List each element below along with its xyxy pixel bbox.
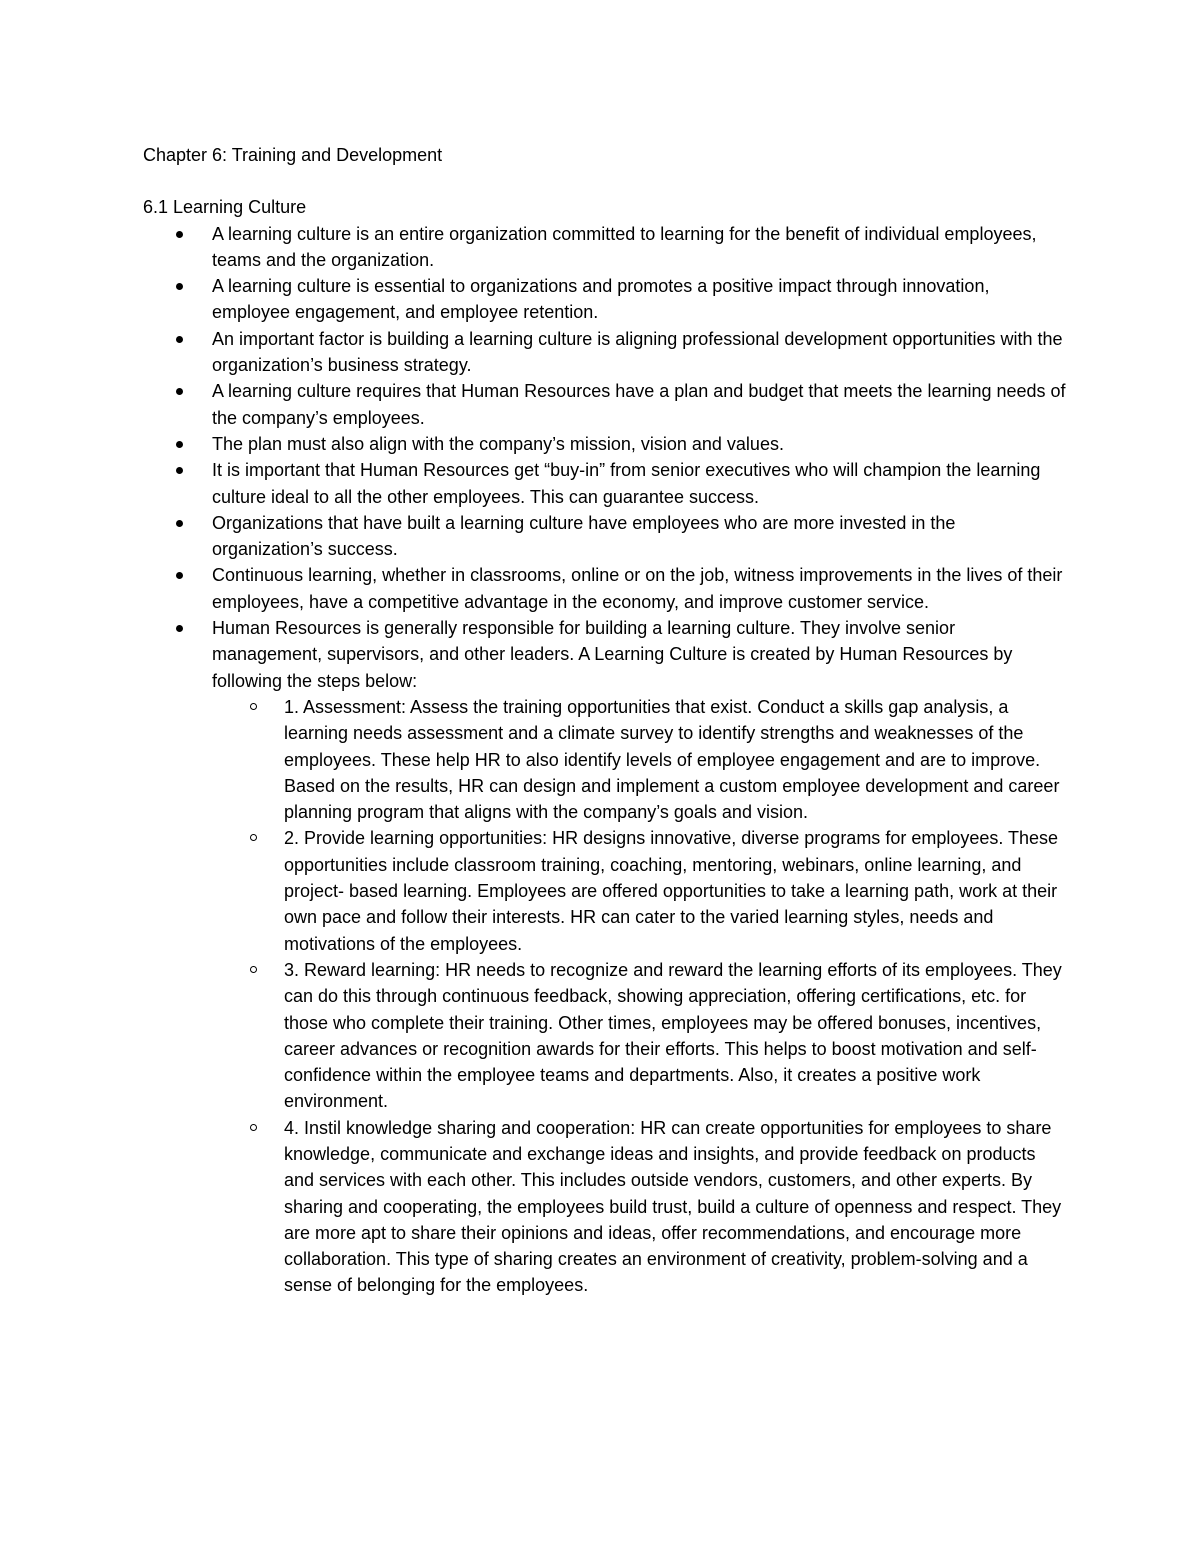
bullet-icon <box>176 520 183 527</box>
bullet-item <box>212 510 1068 563</box>
chapter-title: Chapter 6: Training and Development <box>143 145 443 165</box>
section-heading: 6.1 Learning Culture <box>143 197 307 218</box>
step-item <box>284 694 1068 825</box>
bullet-item <box>212 615 1068 1299</box>
circle-bullet-icon <box>250 703 257 710</box>
bullet-icon <box>176 283 183 290</box>
bullet-item <box>212 326 1068 379</box>
bullet-icon <box>176 441 183 448</box>
bullet-text: The plan must also align with the company’s mission, vision and values. <box>212 433 784 454</box>
bullet-icon <box>176 231 183 238</box>
bullet-text: Continuous learning, whether in classrooms, online or on the job, witness improvements in the lives of their employees, have a competitive advantage in the economy, and improve customer service. <box>212 565 1063 612</box>
steps-list <box>212 694 1068 1299</box>
bullet-text: An important factor is building a learning culture is aligning professional development opportunities with the organization’s business strategy. <box>212 328 1063 376</box>
bullet-icon <box>176 467 183 474</box>
bullet-list <box>143 221 1068 1299</box>
bullet-icon <box>176 625 183 632</box>
bullet-text: Organizations that have built a learning culture have employees who are more invested in the organization’s success. <box>212 512 956 560</box>
bullet-item <box>212 273 1068 326</box>
step-item <box>284 957 1068 1115</box>
bullet-icon <box>176 388 183 395</box>
bullet-text: Human Resources is generally responsible for building a learning culture. They involve senior management, supervisors, and other leaders. A Learning Culture is created by Human Resources by following the steps below: <box>212 618 1013 691</box>
circle-bullet-icon <box>250 834 257 841</box>
bullet-text: A learning culture is essential to organizations and promotes a positive impact through innovation, employee engagement, and employee retention. <box>212 276 990 323</box>
bullet-text: It is important that Human Resources get “buy-in” from senior executives who will champion the learning culture ideal to all the other employees. This can guarantee success. <box>212 460 1041 507</box>
bullet-text: A learning culture requires that Human Resources have a plan and budget that meets the learning needs of the company’s employees. <box>212 381 1066 428</box>
bullet-item <box>212 562 1068 615</box>
circle-bullet-icon <box>250 1124 257 1131</box>
bullet-item <box>212 431 1068 457</box>
bullet-item <box>212 221 1068 274</box>
bullet-item <box>212 457 1068 510</box>
step-text: 4. Instil knowledge sharing and cooperation: HR can create opportunities for employees to share knowledge, communicate and exchange ideas and insights, and provide feedback on products and services with each other. This includes outside vendors, customers, and other experts. By sharing and cooperating, the employees build trust, build a culture of openness and respect. They are more apt to share their opinions and ideas, offer recommendations, and encourage more collaboration. This type of sharing creates an environment of creativity, problem-solving and a sense of belonging for the employees. <box>284 1117 1062 1296</box>
step-text: 3. Reward learning: HR needs to recognize and reward the learning efforts of its employees. They can do this through continuous feedback, showing appreciation, offering certifications, etc. for those who complete their training. Other times, employees may be offered bonuses, incentives, career advances or recognition awards for their efforts. This helps to boost motivation and self-confidence within the employee teams and departments. Also, it creates a positive work environment. <box>284 959 1062 1112</box>
circle-bullet-icon <box>250 966 257 973</box>
document-page <box>143 142 1068 1299</box>
step-item <box>284 825 1068 956</box>
step-item <box>284 1115 1068 1299</box>
bullet-icon <box>176 572 183 579</box>
bullet-icon <box>176 336 183 343</box>
step-text: 2. Provide learning opportunities: HR designs innovative, diverse programs for employees. These opportunities include classroom training, coaching, mentoring, webinars, online learning, and project- based learning. Employees are offered opportunities to take a learning path, work at their own pace and follow their interests. HR can cater to the varied learning styles, needs and motivations of the employees. <box>284 828 1059 954</box>
bullet-item <box>212 378 1068 431</box>
step-text: 1. Assessment: Assess the training opportunities that exist. Conduct a skills gap analysis, a learning needs assessment and a climate survey to identify strengths and weaknesses of the employees. These help HR to also identify levels of employee engagement and are to improve. Based on the results, HR can design and implement a custom employee development and career planning program that aligns with the company’s goals and vision. <box>284 696 1060 823</box>
bullet-text: A learning culture is an entire organization committed to learning for the benefit of individual employees, teams and the organization. <box>212 223 1037 270</box>
